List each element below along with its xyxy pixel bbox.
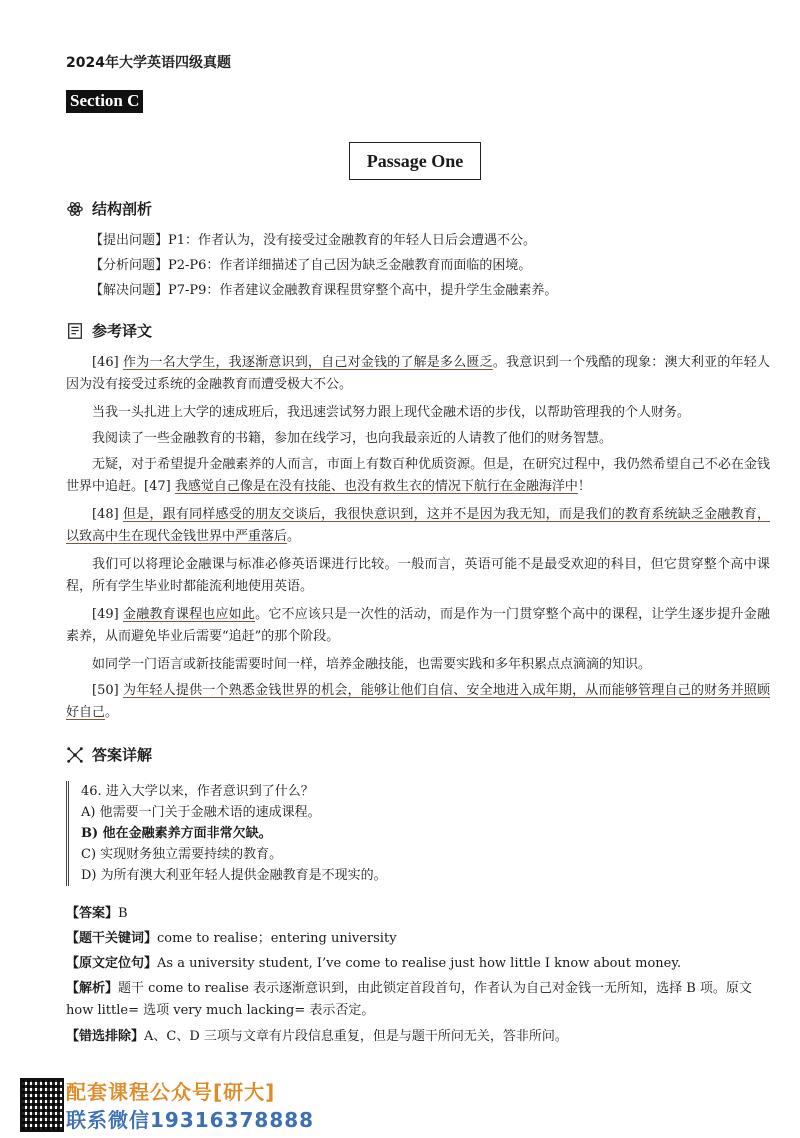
qr-code	[20, 1078, 64, 1132]
answer-48-underline: 但是，跟有同样感受的朋友交谈后，我很快意识到，这并不是因为我无知，而是我们的教育系统缺乏金融教育，以致高中生在现代金钱世界中严重落后	[66, 507, 770, 544]
option-b: B) 他在金融素养方面非常欠缺。	[81, 826, 272, 841]
translation-heading	[66, 320, 152, 341]
translation-p6: 我们可以将理论金融课与标准必修英语课进行比较。一般而言，英语可能不是最受欢迎的科目，但它贯穿整个高中课程，所有学生毕业时都能流利地使用英语。	[66, 557, 770, 594]
option-c: C) 实现财务独立需要持续的教育。	[81, 847, 283, 862]
structure-item-2: 【分析问题】P2-P6：作者详细描述了自己因为缺乏金融教育而面临的困境。	[90, 258, 532, 273]
promo-line-1: 配套课程公众号[研大]	[66, 1080, 276, 1104]
option-a: A) 他需要一门关于金融术语的速成课程。	[81, 805, 321, 820]
section-label: Section C	[66, 90, 143, 113]
answers-heading-text: 答案详解	[92, 746, 153, 764]
translation-p7: [49] 金融教育课程也应如此。它不应该只是一次性的活动，而是作为一门贯穿整个高中的课程，让学生逐步提升金融素养，从而避免毕业后需要“追赶”的那个阶段。	[66, 607, 770, 644]
translation-heading-text: 参考译文	[92, 322, 153, 340]
keywords-line: 【题干关键词】come to realise；entering university	[66, 931, 397, 946]
passage-title: Passage One	[349, 142, 481, 180]
translation-p2: 当我一头扎进上大学的速成班后，我迅速尝试努力跟上现代金融术语的步伐，以帮助管理我的个人财务。	[92, 405, 691, 420]
structure-heading	[66, 198, 152, 219]
translation-p4: 无疑，对于希望提升金融素养的人而言，市面上有数百种优质资源。但是，在研究过程中，我仍然希望自己不必在金钱世界中追赶。[47] 我感觉自己像是在没有技能、也没有救生衣的情况下航行在金融海洋中！	[66, 457, 770, 494]
answer-46-underline: 作为一名大学生，我逐渐意识到，自己对金钱的了解是多么匮乏	[123, 355, 493, 370]
translation-p3: 我阅读了一些金融教育的书籍，参加在线学习，也向我最亲近的人请教了他们的财务智慧。	[92, 431, 613, 446]
atom-icon	[66, 200, 84, 218]
question-46: 46. 进入大学以来，作者意识到了什么？	[81, 784, 314, 799]
document-icon	[66, 322, 84, 340]
translation-p1: [46] 作为一名大学生，我逐渐意识到，自己对金钱的了解是多么匮乏。我意识到一个残酷的现象：澳大利亚的年轻人因为没有接受过系统的金融教育而遭受极大不公。	[66, 355, 770, 392]
analysis-line: 【解析】题干 come to realise 表示逐渐意识到，由此锁定首段首句，作者认为自己对金钱一无所知，选择 B 项。原文 how little= 选项 very much lacking= 表示否定。	[66, 981, 752, 1018]
page-header: 2024年大学英语四级真题	[66, 55, 231, 71]
answer-line: 【答案】B	[66, 906, 128, 921]
translation-p8: 如同学一门语言或新技能需要时间一样，培养金融技能，也需要实践和多年积累点点滴滴的知识。	[92, 657, 652, 672]
structure-item-3: 【解决问题】P7-P9：作者建议金融教育课程贯穿整个高中，提升学生金融素养。	[90, 283, 558, 298]
translation-p5: [48] 但是，跟有同样感受的朋友交谈后，我很快意识到，这并不是因为我无知，而是我们的教育系统缺乏金融教育，以致高中生在现代金钱世界中严重落后。	[66, 507, 770, 544]
option-d: D) 为所有澳大利亚年轻人提供金融教育是不现实的。	[81, 868, 387, 883]
question-block	[66, 781, 781, 886]
locate-line: 【原文定位句】As a university student, I’ve come to realise just how little I know about money.	[66, 956, 682, 971]
answer-50-underline: 为年轻人提供一个熟悉金钱世界的机会，能够让他们自信、安全地进入成年期，从而能够管理自己的财务并照顾好自己	[66, 683, 770, 720]
answers-heading	[66, 744, 152, 765]
translation-p9: [50] 为年轻人提供一个熟悉金钱世界的机会，能够让他们自信、安全地进入成年期，从而能够管理自己的财务并照顾好自己。	[66, 683, 770, 720]
structure-item-1: 【提出问题】P1：作者认为，没有接受过金融教育的年轻人日后会遭遇不公。	[90, 233, 537, 248]
structure-heading-text: 结构剖析	[92, 200, 153, 218]
exclude-line: 【错选排除】A、C、D 三项与文章有片段信息重复，但是与题干所问无关，答非所问。	[66, 1029, 568, 1044]
answer-49-underline: 金融教育课程也应如此	[123, 607, 256, 622]
network-icon	[66, 746, 84, 764]
promo-line-2: 联系微信19316378888	[66, 1108, 315, 1132]
answer-47-underline: 我感觉自己像是在没有技能、也没有救生衣的情况下航行在金融海洋中	[174, 479, 578, 494]
